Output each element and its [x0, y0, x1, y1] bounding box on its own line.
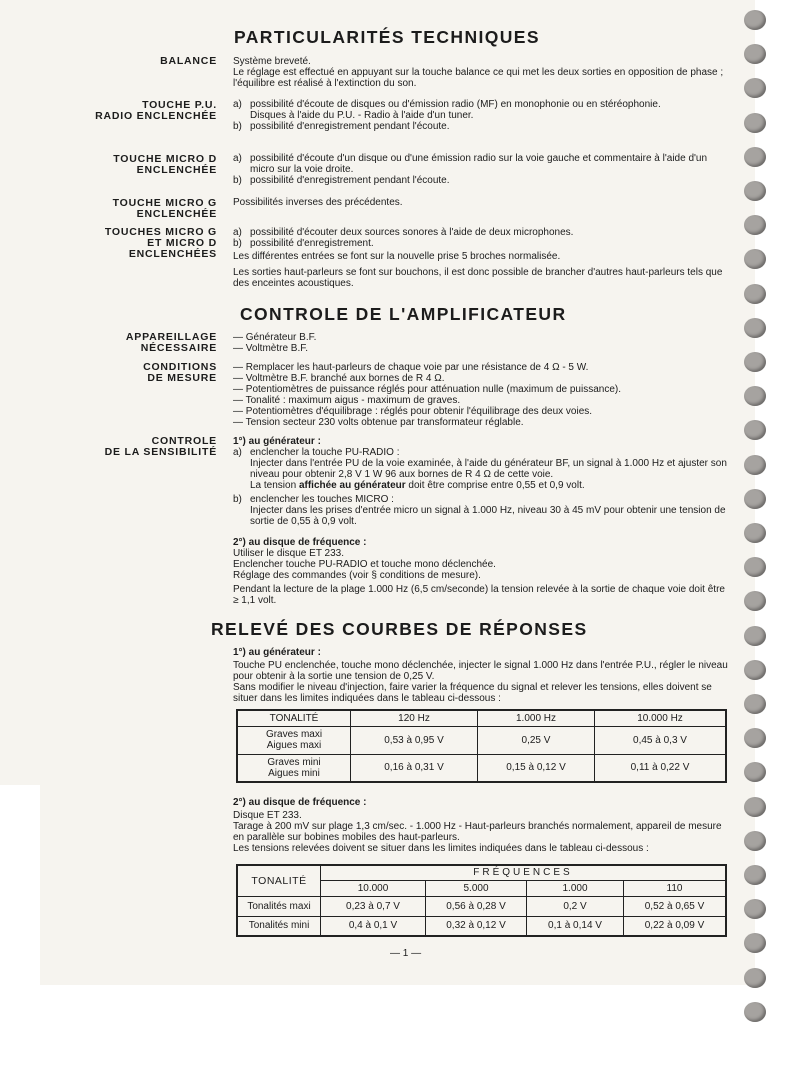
label-line: APPAREILLAGE [125, 331, 217, 343]
item-text: possibilité d'écoute d'un disque ou d'une émission radio sur la voie gauche et commentaire à l'aide d'un micro sur la voie droite. [250, 153, 708, 175]
table-cell [237, 754, 351, 782]
table-header: 5.000 [426, 880, 527, 896]
touche-micro-g-text: Possibilités inverses des précédentes. [233, 197, 403, 208]
subsection-title: 2°) au disque de fréquence : [233, 537, 367, 548]
item-subtext: Injecter dans les prises d'entrée micro un signal à 1.000 Hz, niveau 30 à 45 mV pour obtenir une tension de sortie de 0,55 à 0,9 volt. [250, 505, 726, 527]
binding-hole-icon [744, 352, 766, 372]
text-emphasis: affichée au générateur [298, 480, 406, 491]
touche-pu-text [233, 99, 733, 132]
table-cell: 0,1 à 0,14 V [527, 916, 624, 936]
table-header: 1.000 [527, 880, 624, 896]
response-table-disc [236, 864, 727, 937]
label-touche-micro-g [113, 198, 217, 220]
table-cell: 0,56 à 0,28 V [426, 896, 527, 916]
table-header: 110 [624, 880, 727, 896]
balance-line: Le réglage est effectué en appuyant sur la touche balance ce qui met les deux sorties en opposition de phase ; l'équilibre est réalisé à l'extinction du son. [233, 67, 724, 89]
binding-hole-icon [744, 660, 766, 680]
item-subtext [233, 480, 733, 491]
label-line: ENCLENCHÉE [136, 208, 217, 220]
list-item: — Potentiomètres d'équilibrage : réglés pour obtenir l'équilibrage des deux voies. [233, 406, 593, 417]
balance-text [233, 56, 733, 89]
table-cell: 0,4 à 0,1 V [321, 916, 426, 936]
subsection-title: 1°) au générateur : [233, 647, 321, 658]
label-conditions [143, 362, 217, 384]
list-item: — Tonalité : maximum aigus - maximum de graves. [233, 395, 461, 406]
table-header: 120 Hz [351, 710, 478, 726]
table-header: TONALITÉ [237, 710, 351, 726]
label-line: NÉCESSAIRE [140, 342, 217, 354]
label-line: ENCLENCHÉES [128, 248, 217, 260]
label-balance: BALANCE [160, 55, 217, 67]
table-cell: 0,11 à 0,22 V [595, 754, 727, 782]
label-touche-micro-d [113, 154, 217, 176]
label-line: TOUCHE P.U. [142, 99, 217, 111]
table-row [237, 754, 726, 782]
table-cell: 0,32 à 0,12 V [426, 916, 527, 936]
binding-hole-icon [744, 113, 766, 133]
label-line: CONDITIONS [143, 361, 217, 373]
item-text: enclencher les touches MICRO : [250, 494, 394, 505]
label-appareillage [126, 332, 217, 354]
binding-hole-icon [744, 626, 766, 646]
title-controle: CONTROLE DE L'AMPLIFICATEUR [240, 304, 567, 324]
info-line: Les sorties haut-parleurs se font sur bouchons, il est donc possible de brancher d'autres haut-parleurs tels que des enceintes acoustiques. [233, 267, 723, 289]
label-line: RADIO ENCLENCHÉE [95, 110, 217, 122]
info-line: Réglage des commandes (voir § conditions de mesure). [233, 570, 481, 581]
item-text: possibilité d'enregistrement. [250, 238, 374, 249]
item-key: b) [233, 121, 242, 132]
item-text: possibilité d'écouter deux sources sonores à l'aide de deux microphones. [250, 227, 574, 238]
table-row [237, 896, 726, 916]
binding-hole-icon [744, 1002, 766, 1022]
list-item: — Tension secteur 230 volts obtenue par transformateur réglable. [233, 417, 524, 428]
list-item: — Générateur B.F. [233, 332, 317, 343]
label-line: DE LA SENSIBILITÉ [104, 446, 217, 458]
item-subtext: Injecter dans l'entrée PU de la voie examinée, à l'aide du générateur BF, un signal à 1.000 Hz et ajuster son niveau pour obtenir 2,8 V 1 W 96 aux bornes de R 4 Ω de cette voie. [250, 458, 727, 480]
table-header: 10.000 Hz [595, 710, 727, 726]
label-line: TOUCHE MICRO D [113, 153, 217, 165]
balance-line: Système breveté. [233, 56, 311, 67]
cell-line: Aigues mini [268, 767, 320, 779]
binding-hole-icon [744, 831, 766, 851]
table-header: TONALITÉ [237, 865, 321, 896]
binding-hole-icon [744, 694, 766, 714]
table-cell: 0,2 V [527, 896, 624, 916]
item-key: a) [233, 227, 242, 238]
label-line: TOUCHES MICRO G [104, 226, 217, 238]
text-part: doit être comprise entre 0,55 et 0,9 volt. [405, 480, 585, 491]
title-releve: RELEVÉ DES COURBES DE RÉPONSES [211, 619, 588, 639]
item-key: a) [233, 153, 242, 164]
scan-edge [0, 785, 40, 985]
item-text: possibilité d'enregistrement pendant l'écoute. [250, 175, 450, 186]
subsection-title: 1°) au générateur : [233, 436, 321, 447]
cell-line: Graves mini [267, 756, 321, 768]
label-line: TOUCHE MICRO G [112, 197, 217, 209]
info-line: Tarage à 200 mV sur plage 1,3 cm/sec. - 1.000 Hz - Haut-parleurs branchés normalement, appareil de mesure en parallèle sur bobines mobiles des haut-parleurs. [233, 821, 722, 843]
binding-hole-icon [744, 865, 766, 885]
binding-hole-icon [744, 968, 766, 988]
title-particularites: PARTICULARITÉS TECHNIQUES [234, 27, 540, 47]
item-subtext: Disques à l'aide du P.U. - Radio à l'aide d'un tuner. [250, 110, 474, 121]
info-line: Sans modifier le niveau d'injection, faire varier la fréquence du signal et relever les tensions, elles doivent se situer dans les limites indiquées dans le tableau ci-dessous : [233, 682, 712, 704]
info-line: Enclencher touche PU-RADIO et touche mono déclenchée. [233, 559, 496, 570]
table-cell: 0,53 à 0,95 V [351, 726, 478, 754]
item-key: b) [233, 238, 242, 249]
label-line: ET MICRO D [147, 237, 217, 249]
cell-line: Aigues maxi [266, 740, 322, 751]
table-cell: 0,52 à 0,65 V [624, 896, 727, 916]
table-cell: 0,15 à 0,12 V [478, 754, 595, 782]
label-sensibilite [105, 436, 217, 458]
info-line: Touche PU enclenchée, touche mono déclenchée, injecter le signal 1.000 Hz dans l'entrée P.U., régler le niveau pour obtenir à la sortie une tension de 0,25 V. [233, 660, 728, 682]
sensibilite-text [233, 436, 733, 606]
item-text: enclencher la touche PU-RADIO : [250, 447, 400, 458]
label-touche-pu [95, 100, 217, 122]
item-key: b) [233, 175, 242, 186]
item-text: possibilité d'enregistrement pendant l'écoute. [250, 121, 450, 132]
info-line: Les différentes entrées se font sur la nouvelle prise 5 broches normalisée. [233, 251, 561, 262]
info-line: Disque ET 233. [233, 810, 302, 821]
table-cell: 0,45 à 0,3 V [595, 726, 727, 754]
label-line: CONTROLE [151, 435, 217, 447]
table-cell: 0,22 à 0,09 V [624, 916, 727, 936]
table-row [237, 726, 726, 754]
releve-disc-text [233, 797, 733, 854]
binding-hole-icon [744, 455, 766, 475]
label-line: DE MESURE [147, 372, 217, 384]
table-header: FRÉQUENCES [321, 865, 727, 880]
info-line: Les tensions relevées doivent se situer dans les limites indiquées dans le tableau ci-dessous : [233, 843, 649, 854]
item-text: possibilité d'écoute de disques ou d'émission radio (MF) en monophonie ou en stéréophonie. [250, 99, 661, 110]
cell-line: Graves maxi [265, 729, 323, 740]
binding-hole-icon [744, 284, 766, 304]
label-line: ENCLENCHÉE [136, 164, 217, 176]
table-cell: Tonalités mini [237, 916, 321, 936]
table-cell: 0,23 à 0,7 V [321, 896, 426, 916]
touche-micro-d-text [233, 153, 733, 186]
item-key: a) [233, 447, 242, 458]
item-key: b) [233, 494, 242, 505]
binding-hole-icon [744, 181, 766, 201]
binding-hole-icon [744, 10, 766, 30]
touches-micro-gd-text [233, 227, 733, 289]
binding-hole-icon [744, 489, 766, 509]
item-key: a) [233, 99, 242, 110]
subsection-title: 2°) au disque de fréquence : [233, 797, 367, 808]
table-row [237, 916, 726, 936]
binding-hole-icon [744, 318, 766, 338]
binding-hole-icon [744, 523, 766, 543]
text-part: La tension [250, 480, 299, 491]
releve-gen-text [233, 647, 733, 704]
conditions-text [233, 362, 733, 428]
table-header: 1.000 Hz [478, 710, 595, 726]
table-cell: 0,25 V [478, 726, 595, 754]
table-header: 10.000 [321, 880, 426, 896]
label-touches-micro-gd [105, 227, 217, 260]
page-number: — 1 — [390, 948, 422, 959]
list-item: — Voltmètre B.F. [233, 343, 309, 354]
list-item: — Remplacer les haut-parleurs de chaque voie par une résistance de 4 Ω - 5 W. [233, 362, 589, 373]
binding-hole-icon [744, 797, 766, 817]
response-table-generator [236, 709, 727, 783]
table-cell [237, 726, 351, 754]
binding-hole-icon [744, 147, 766, 167]
table-cell: 0,16 à 0,31 V [351, 754, 478, 782]
info-line: Pendant la lecture de la plage 1.000 Hz (6,5 cm/seconde) la tension relevée à la sortie de chaque voie doit être ≥ 1,1 volt. [233, 584, 725, 606]
appareillage-text [233, 332, 733, 354]
table-cell: Tonalités maxi [237, 896, 321, 916]
info-line: Utiliser le disque ET 233. [233, 548, 344, 559]
list-item: — Voltmètre B.F. branché aux bornes de R 4 Ω. [233, 373, 445, 384]
list-item: — Potentiomètres de puissance réglés pour atténuation nulle (maximum de puissance). [233, 384, 621, 395]
